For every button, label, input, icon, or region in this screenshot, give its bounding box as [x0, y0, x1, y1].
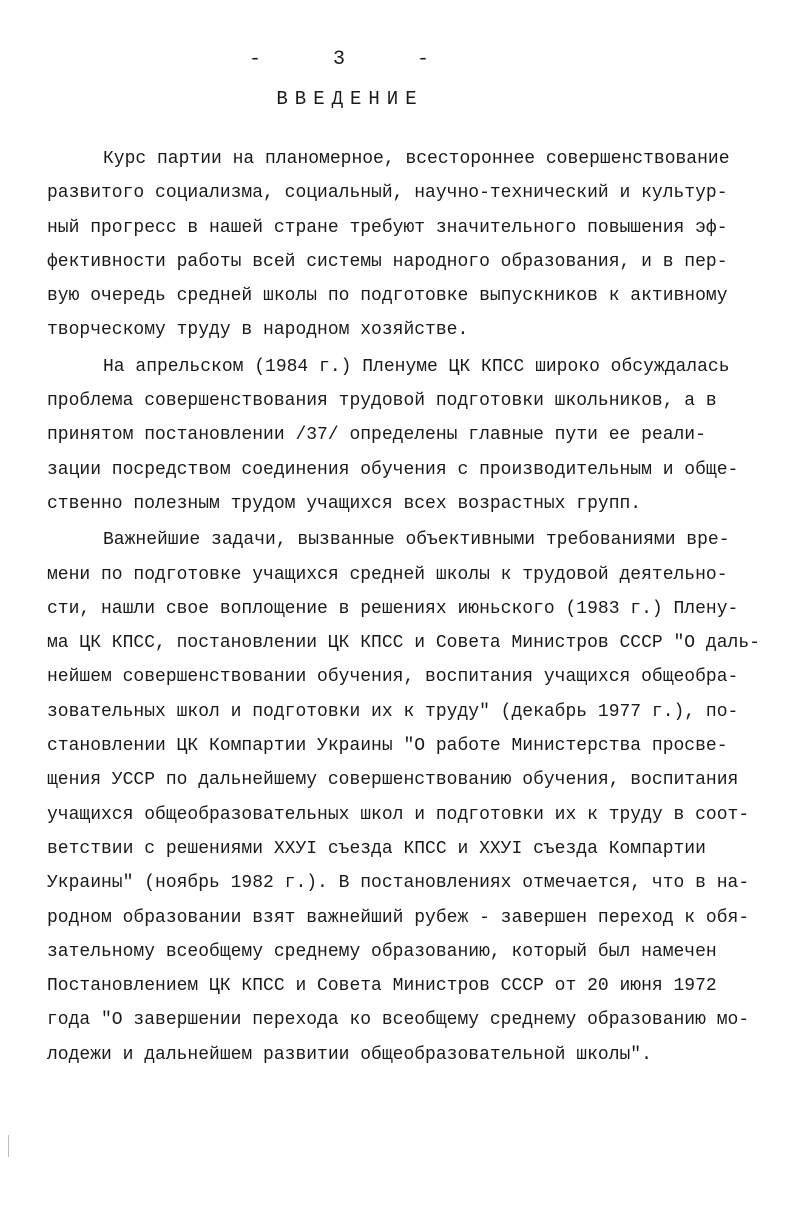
text-line: учащихся общеобразовательных школ и подготовки их к труду в соот- [47, 804, 750, 825]
text-line: зации посредством соединения обучения с производительным и обще- [47, 459, 739, 480]
text-line: нейшем совершенствовании обучения, воспитания учащихся общеобра- [47, 667, 739, 688]
page-number-value: 3 [332, 48, 347, 71]
text-line: творческому труду в народном хозяйстве. [47, 320, 469, 341]
text-line: зательному всеобщему среднему образованию, который был намечен [47, 941, 717, 962]
text-line: проблема совершенствования трудовой подготовки школьников, а в [47, 391, 717, 412]
text-line: родном образовании взят важнейший рубеж - завершен переход к обя- [47, 907, 750, 928]
text-line: Постановлением ЦК КПСС и Совета Министров СССР от 20 июня 1972 [47, 976, 717, 997]
text-line: ма ЦК КПСС, постановлении ЦК КПСС и Совета Министров СССР "О даль- [47, 633, 760, 654]
page-number-dash-left: - [248, 48, 263, 71]
text-line: Курс партии на планомерное, всестороннее совершенствование [103, 149, 730, 169]
text-line: сти, нашли свое воплощение в решениях июньского (1983 г.) Плену- [47, 598, 739, 619]
text-line: развитого социализма, социальный, научно-технический и культур- [47, 183, 728, 204]
text-line: ственно полезным трудом учащихся всех возрастных групп. [47, 493, 642, 514]
text-line: лодежи и дальнейшем развитии общеобразовательной школы". [47, 1044, 652, 1065]
paragraph [47, 350, 767, 521]
section-title: ВВЕДЕНИЕ [276, 88, 424, 110]
document-body [47, 142, 767, 1074]
paragraph [47, 523, 767, 1072]
margin-mark [8, 1135, 9, 1157]
text-line: фективности работы всей системы народного образования, и в пер- [47, 251, 728, 272]
page-number [0, 48, 680, 71]
text-line: становлении ЦК Компартии Украины "О работе Министерства просве- [47, 736, 728, 757]
text-line: щения УССР по дальнейшему совершенствованию обучения, воспитания [47, 770, 739, 791]
text-line: принятом постановлении /37/ определены главные пути ее реали- [47, 425, 706, 446]
text-line: Важнейшие задачи, вызванные объективными требованиями вре- [103, 530, 730, 551]
text-line: года "О завершении перехода ко всеобщему среднему образованию мо- [47, 1010, 750, 1031]
text-line: На апрельском (1984 г.) Пленуме ЦК КПСС широко обсуждалась [103, 356, 730, 377]
text-line: ветствии с решениями ХХУI съезда КПСС и ХХУI съезда Компартии [47, 838, 706, 859]
paragraph [47, 142, 767, 348]
text-line: зовательных школ и подготовки их к труду" (декабрь 1977 г.), по- [47, 701, 739, 722]
text-line: ный прогресс в нашей стране требуют значительного повышения эф- [47, 217, 728, 238]
text-line: вую очередь средней школы по подготовке выпускников к активному [47, 286, 728, 307]
text-line: мени по подготовке учащихся средней школы к трудовой деятельно- [47, 564, 728, 585]
text-line: Украины" (ноябрь 1982 г.). В постановлениях отмечается, что в на- [47, 873, 750, 894]
page-number-dash-right: - [417, 48, 432, 71]
